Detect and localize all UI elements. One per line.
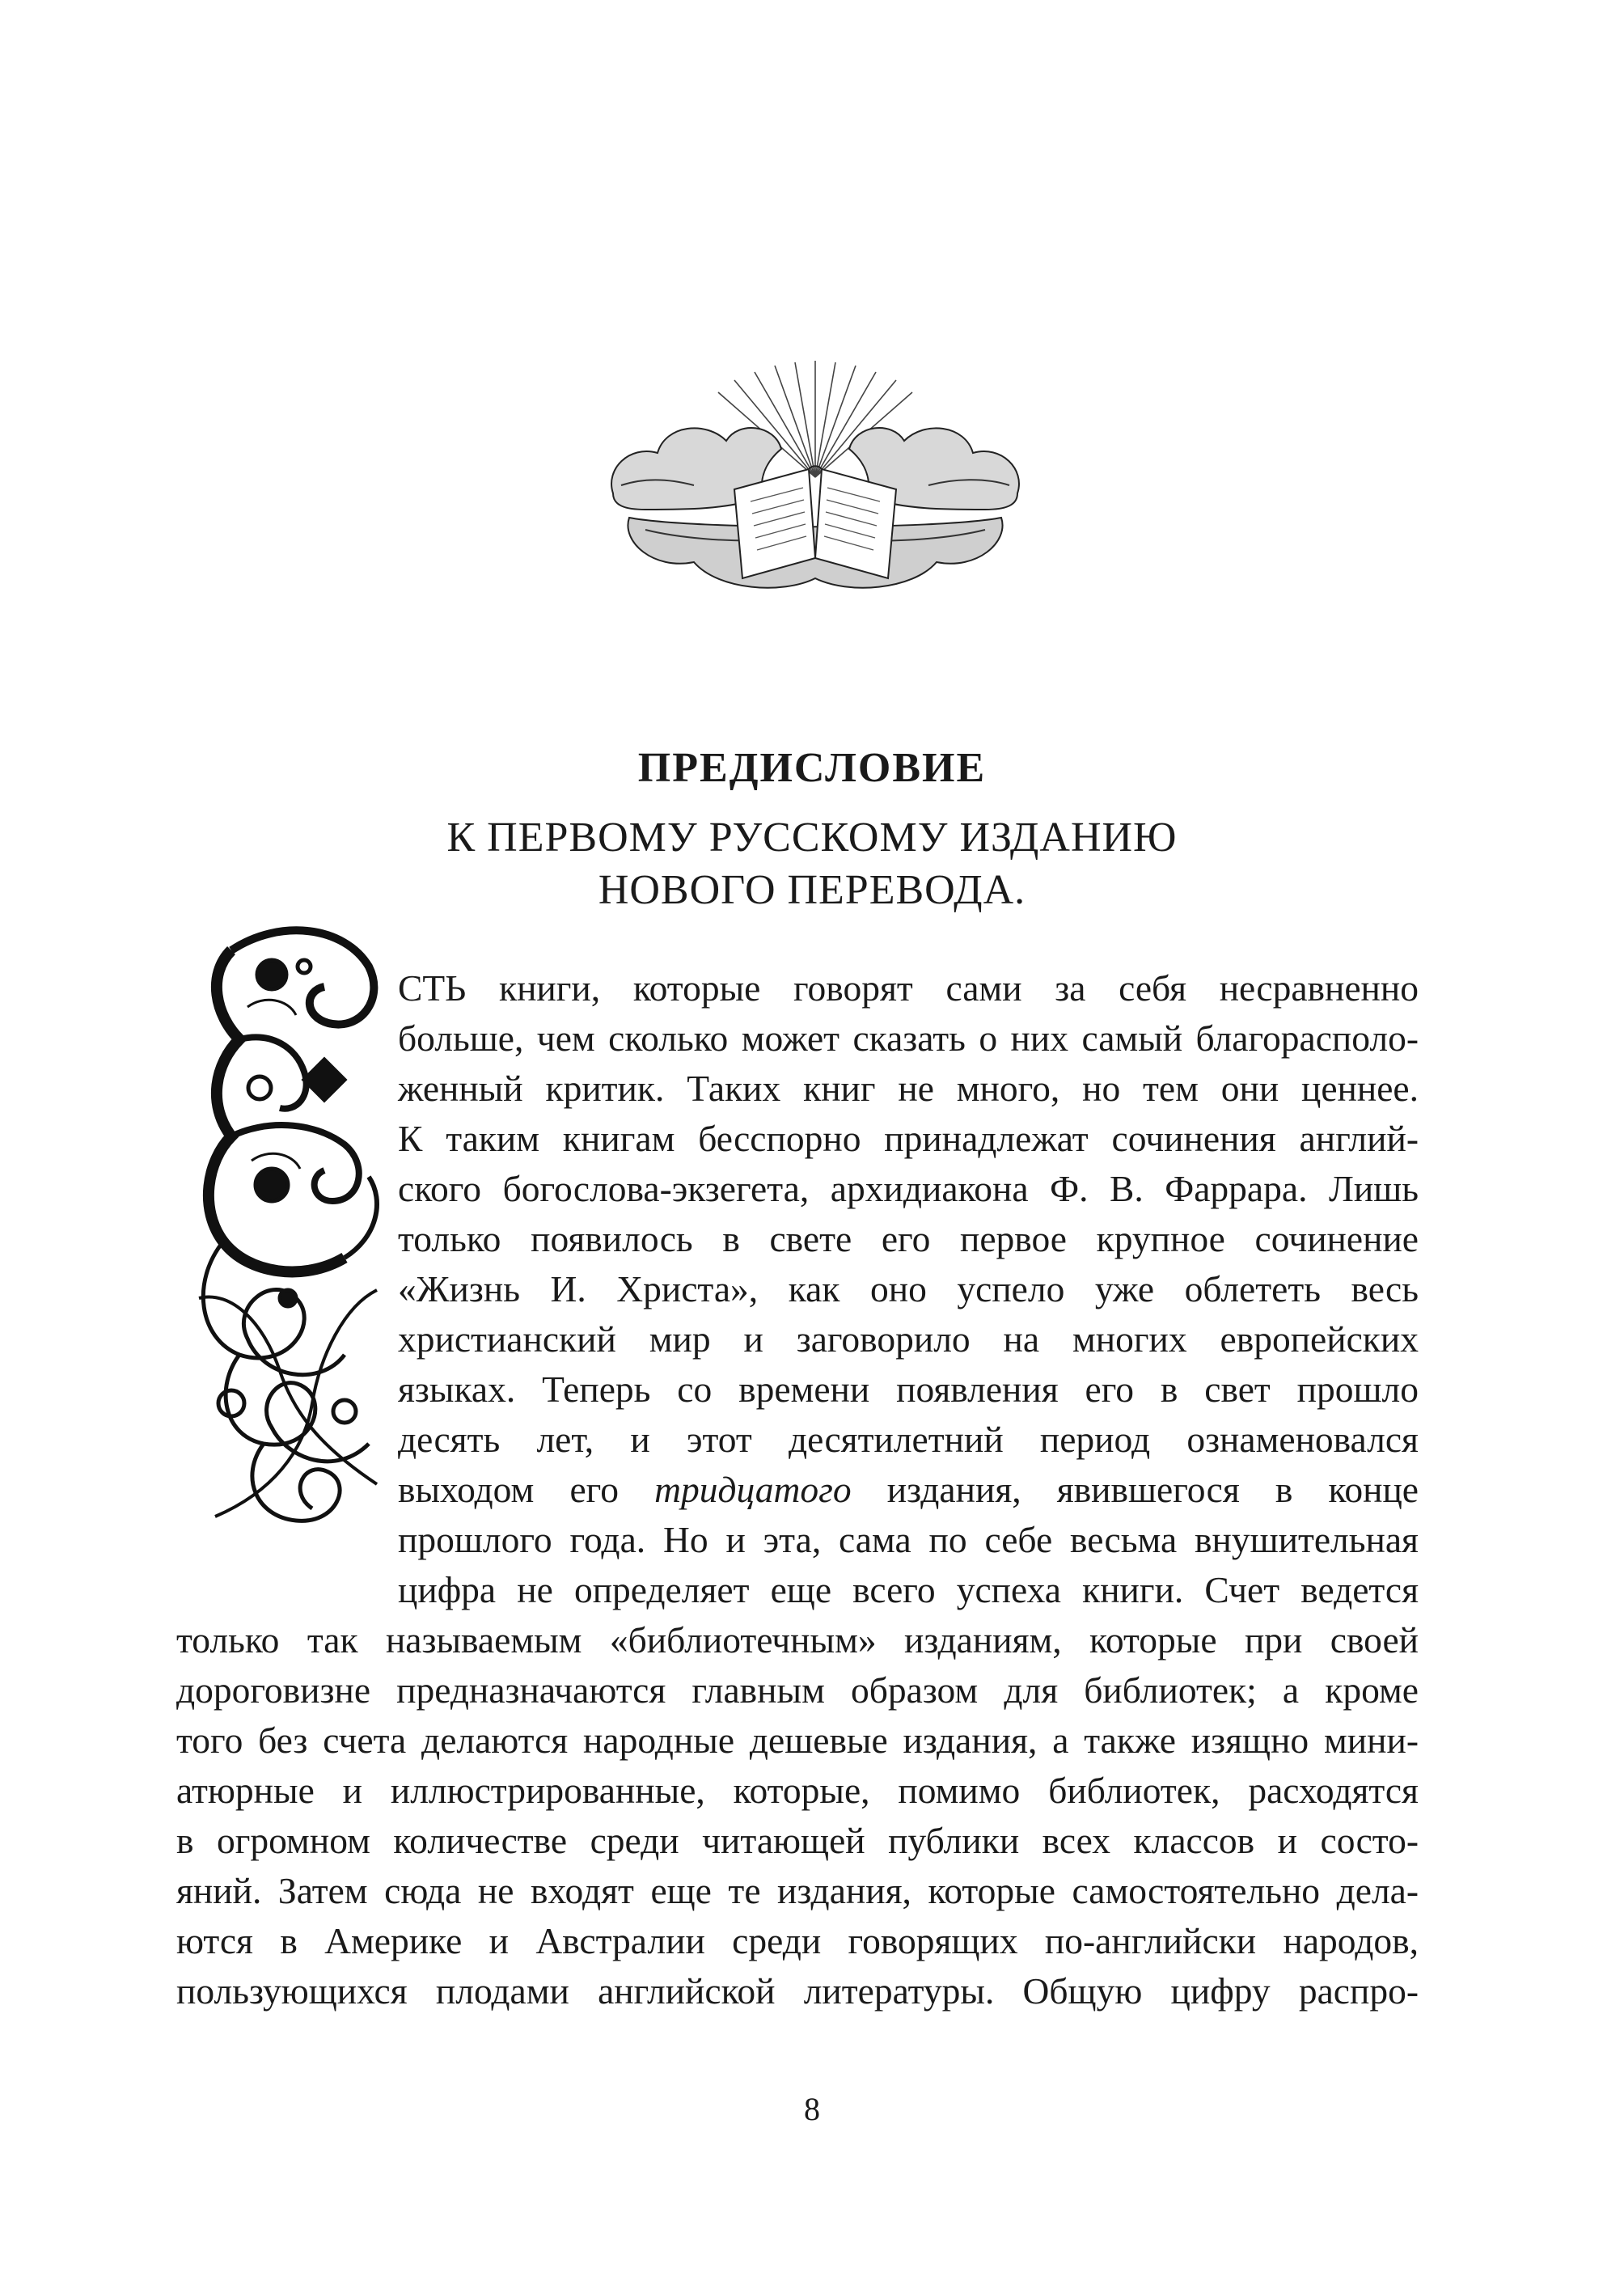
body-text-segment: издания, явившегося в конце [851, 1469, 1419, 1510]
body-line: СТЬ книги, которые говорят сами за себя несравненно [398, 967, 1419, 1009]
body-line: яний. Затем сюда не входят еще те издания, которые самостоятельно дела- [176, 1870, 1419, 1911]
body-text-segment: выходом его [398, 1469, 655, 1510]
body-line: К таким книгам бесспорно принадлежат сочинения англий- [398, 1118, 1419, 1159]
chapter-subtitle-line-1: К ПЕРВОМУ РУССКОМУ ИЗДАНИЮ [446, 814, 1178, 861]
emphasized-word: тридцатого [654, 1469, 852, 1510]
body-line: в огромном количестве среди читающей публики всех классов и состо- [176, 1820, 1419, 1861]
body-line: дороговизне предназначаются главным образом для библиотек; а кроме [176, 1669, 1419, 1711]
body-line: только так называемым «библиотечным» изданиям, которые при своей [176, 1619, 1419, 1661]
body-line: больше, чем сколько может сказать о них самый благорасполо- [398, 1017, 1419, 1059]
page-number: 8 [804, 2091, 820, 2127]
chapter-title: ПРЕДИСЛОВИЕ [637, 745, 987, 791]
chapter-subtitle-line-2: НОВОГО ПЕРЕВОДА. [598, 867, 1026, 913]
body-line: христианский мир и заговорило на многих европейских [398, 1318, 1419, 1360]
body-line: прошлого года. Но и эта, сама по себе весьма внушительная [398, 1519, 1419, 1560]
body-line: женный критик. Таких книг не много, но тем они ценнее. [398, 1068, 1419, 1109]
ornamental-initial-icon [183, 918, 403, 1549]
body-line: того без счета делаются народные дешевые издания, а также изящно мини- [176, 1720, 1419, 1761]
body-line: языках. Теперь со времени появления его в свет прошло [398, 1369, 1419, 1410]
body-line: атюрные и иллюстрированные, которые, помимо библиотек, расходятся [176, 1770, 1419, 1811]
body-line: только появилось в свете его первое крупное сочинение [398, 1218, 1419, 1259]
body-line: «Жизнь И. Христа», как оно успело уже облететь весь [398, 1268, 1419, 1309]
open-book-in-clouds-icon [597, 356, 1034, 607]
body-line: цифра не определяет еще всего успеха книги. Счет ведется [398, 1569, 1419, 1610]
body-line: ского богослова-экзегета, архидиакона Ф. В. Фаррара. Лишь [398, 1168, 1419, 1209]
body-line: ются в Америке и Австралии среди говорящих по-английски народов, [176, 1920, 1419, 1961]
body-line: пользующихся плодами английской литературы. Общую цифру распро- [176, 1970, 1419, 2012]
body-line: десять лет, и этот десятилетний период ознаменовался [398, 1419, 1419, 1460]
body-line [398, 1466, 1419, 1514]
